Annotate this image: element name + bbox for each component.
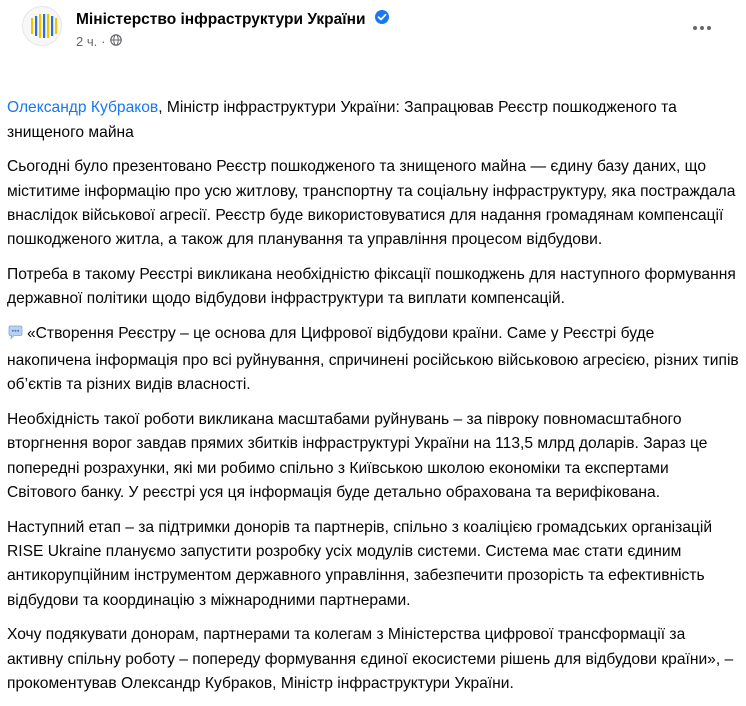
meta-separator: · <box>101 34 106 49</box>
post-intro <box>7 62 742 86</box>
author-mention-link[interactable]: Олександр Кубраков <box>7 99 159 117</box>
ukraine-flag-icon <box>7 66 27 79</box>
more-options-icon[interactable] <box>684 14 720 42</box>
globe-icon[interactable] <box>110 34 122 49</box>
post-header <box>16 0 730 60</box>
paragraph-2: Потреба в такому Реєстрі викликана необхідністю фіксації пошкоджень для наступного формування державної політики щодо відбудови інфраструктури та виплати компенсацій. <box>7 265 736 308</box>
ministry-logo-icon[interactable] <box>22 6 62 46</box>
author-block <box>76 9 390 49</box>
paragraph-4: Необхідність такої роботи викликана масштабами руйнувань – за півроку повномасштабного вторгнення ворог завдав прямих збитків інфраструктурі України на 113,5 млрд доларів. Зараз це попередні розрахунки, які ми робимо спільно з Київською школою економіки та експертами Світового банку. У реєстрі уся ця інформація буде детально обрахована та верифікована. <box>7 410 708 502</box>
paragraph-3-text: «Створення Реєстру – це основа для Цифрової відбудови країни. Саме у Реєстрі буде накопичена інформація про всі руйнування, спричинені російською військовою агресією, різних типів об’єктів та різних видів власності. <box>7 324 739 394</box>
paragraph-3 <box>7 322 742 398</box>
post-body <box>7 62 742 706</box>
paragraph-5: Наступний етап – за підтримки донорів та партнерів, спільно з коаліцією громадських організацій RISE Ukraine плануємо запустити розробку усіх модулів системи. Система має стати єдиним антикорупційним інструментом державного управління, забезпечити прозорість та ефективність відбудови та координацію з міжнародними партнерами. <box>7 518 713 609</box>
page-name-link[interactable]: Міністерство інфраструктури України <box>76 10 366 28</box>
post-meta <box>76 34 390 49</box>
post-timestamp[interactable]: 2 ч. <box>76 34 98 49</box>
paragraph-6: Хочу подякувати донорам, партнерами та колегам з Міністерства цифрової трансформації за активну спільну роботу – попереду формування єдиної екосистеми рішень для відбудови країни», – прокоментував Олександр Кубраков, Міністр інфраструктури України. <box>7 626 734 692</box>
paragraph-1: Сьогодні було презентовано Реєстр пошкодженого та знищеного майна — єдину базу даних, що міститиме інформацію про усю житлову, транспортну та соціальну інфраструктуру, яка постраждала внаслідок військової агресії. Реєстр буде використовуватися для надання громадянам компенсації пошкодженого житла, а також для планування та управління процесом відбудови. <box>7 158 736 249</box>
intro-text: , Міністр інфраструктури України: Запрацював Реєстр пошкодженого та знищеного майна <box>7 99 677 141</box>
speech-bubble-icon <box>7 324 24 349</box>
verified-badge-icon <box>374 9 390 30</box>
